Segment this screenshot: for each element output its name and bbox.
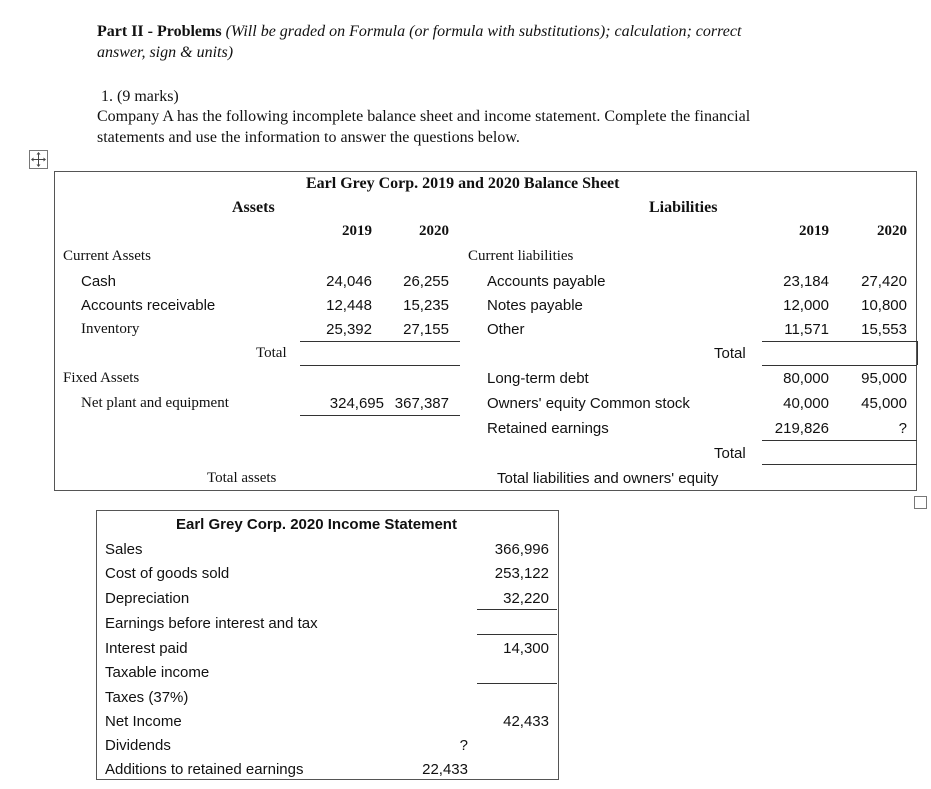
- assets-subtotal-rule: [300, 341, 460, 342]
- liability-row-2020: 27,420: [861, 273, 907, 290]
- liabilities-subtotal-underline: [762, 365, 917, 366]
- income-row-value: 42,433: [503, 713, 549, 730]
- income-row-label: Depreciation: [105, 590, 190, 607]
- liabilities-subtotal-edge: [917, 341, 918, 365]
- liability-row-2019: 12,000: [783, 297, 829, 314]
- owners-equity-2020: 45,000: [861, 395, 907, 412]
- income-row-value: 366,996: [494, 541, 549, 558]
- total-liabilities-equity-label: Total liabilities and owners' equity: [497, 470, 719, 487]
- grading-instructions-cont: answer, sign & units): [97, 44, 234, 61]
- liabilities-year-2019: 2019: [799, 223, 829, 239]
- long-term-debt-2019: 80,000: [783, 370, 829, 387]
- liability-row-label: Other: [487, 321, 525, 338]
- retained-earnings-2020: ?: [898, 420, 907, 437]
- asset-row-label: Inventory: [81, 321, 140, 337]
- depreciation-underline: [477, 609, 557, 610]
- asset-row-2019: 12,448: [326, 297, 372, 314]
- retained-earnings-2019: 219,826: [774, 420, 829, 437]
- net-plant-2020: 367,387: [394, 395, 449, 412]
- income-row-label: Taxes (37%): [105, 689, 189, 706]
- total-assets-label: Total assets: [207, 470, 277, 486]
- long-term-debt-label: Long-term debt: [487, 370, 589, 387]
- assets-subtotal-underline: [300, 365, 460, 366]
- assets-year-2019: 2019: [342, 223, 372, 239]
- asset-row-2019: 24,046: [326, 273, 372, 290]
- liability-row-label: Notes payable: [487, 297, 583, 314]
- income-row-label: Cost of goods sold: [105, 565, 230, 582]
- liability-row-2019: 11,571: [784, 321, 829, 338]
- equity-subtotal-underline: [762, 464, 917, 465]
- net-plant-label: Net plant and equipment: [81, 395, 229, 411]
- additions-value: 22,433: [422, 761, 468, 778]
- retained-earnings-label: Retained earnings: [487, 420, 609, 437]
- current-liabilities-label: Current liabilities: [468, 248, 574, 264]
- table-move-handle[interactable]: [29, 150, 48, 169]
- asset-row-2020: 15,235: [403, 297, 449, 314]
- equity-total-label: Total: [714, 445, 746, 462]
- current-liabilities-total-label: Total: [714, 345, 746, 362]
- dividends-value: ?: [459, 737, 468, 754]
- move-icon: [30, 151, 47, 168]
- liabilities-year-2020: 2020: [877, 223, 907, 239]
- asset-row-label: Cash: [81, 273, 117, 290]
- income-row-value: 32,220: [503, 590, 549, 607]
- liabilities-heading: Liabilities: [649, 199, 718, 216]
- table-resize-handle[interactable]: [914, 496, 927, 509]
- assets-heading: Assets: [232, 199, 275, 216]
- asset-row-label: Accounts receivable: [81, 297, 216, 314]
- current-assets-label: Current Assets: [63, 248, 151, 264]
- taxable-income-rule: [477, 683, 557, 684]
- question-number: 1. (9 marks): [101, 88, 179, 105]
- part-label: Part II - Problems: [97, 23, 222, 40]
- additions-label: Additions to retained earnings: [105, 761, 304, 778]
- assets-year-2020: 2020: [419, 223, 449, 239]
- asset-row-2020: 26,255: [403, 273, 449, 290]
- part-heading: [97, 23, 741, 41]
- balance-sheet-title: Earl Grey Corp. 2019 and 2020 Balance Sheet: [306, 175, 620, 192]
- asset-row-2019: 25,392: [326, 321, 372, 338]
- question-text-line1: Company A has the following incomplete balance sheet and income statement. Complete the financial: [97, 108, 751, 125]
- dividends-label: Dividends: [105, 737, 171, 754]
- income-row-label: Interest paid: [105, 640, 188, 657]
- ebit-underline: [477, 634, 557, 635]
- asset-row-2020: 27,155: [403, 321, 449, 338]
- equity-subtotal-rule: [762, 440, 917, 441]
- liability-row-label: Accounts payable: [487, 273, 606, 290]
- income-row-label: Taxable income: [105, 664, 210, 681]
- owners-equity-label: Owners' equity Common stock: [487, 395, 690, 412]
- liabilities-subtotal-rule: [762, 341, 917, 342]
- fixed-assets-label: Fixed Assets: [63, 370, 140, 386]
- liability-row-2019: 23,184: [783, 273, 829, 290]
- income-row-label: Earnings before interest and tax: [105, 615, 318, 632]
- liability-row-2020: 10,800: [861, 297, 907, 314]
- income-row-label: Sales: [105, 541, 143, 558]
- liability-row-2020: 15,553: [861, 321, 907, 338]
- income-row-value: 14,300: [503, 640, 549, 657]
- income-row-value: 253,122: [494, 565, 549, 582]
- income-statement-title: Earl Grey Corp. 2020 Income Statement: [176, 516, 457, 533]
- net-plant-2019: 324,695: [329, 395, 384, 412]
- grading-instructions: (Will be graded on Formula (or formula with substitutions); calculation; correct: [225, 23, 742, 40]
- income-row-label: Net Income: [105, 713, 182, 730]
- long-term-debt-2020: 95,000: [861, 370, 907, 387]
- question-text-line2: statements and use the information to answer the questions below.: [97, 129, 520, 146]
- current-assets-total-label: Total: [256, 345, 287, 361]
- owners-equity-2019: 40,000: [783, 395, 829, 412]
- net-plant-underline: [300, 415, 460, 416]
